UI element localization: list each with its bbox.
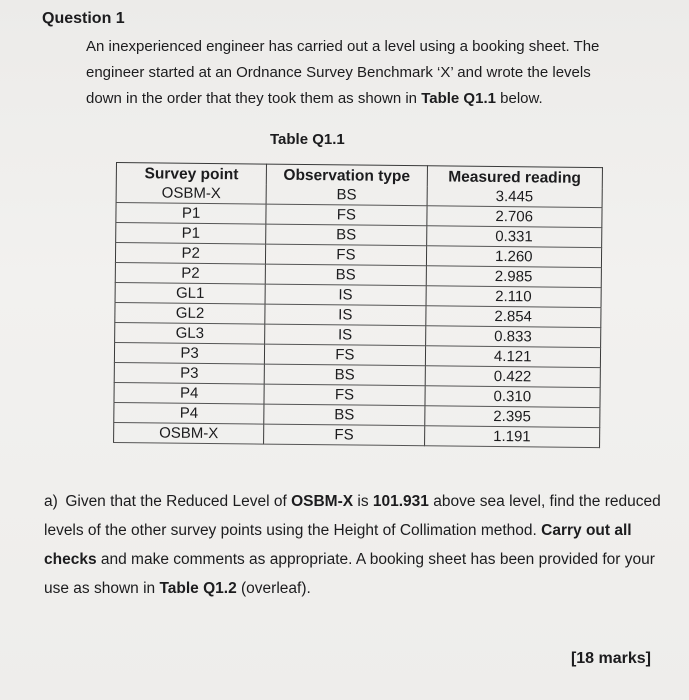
part-a-label: a)	[44, 493, 58, 510]
part-a-question: a) Given that the Reduced Level of OSBM-X is 101.931 above sea level, find the reduced levels of the other survey points using the Height of Collimation method. Carry out all checks and make comments as appropriate. A booking sheet has been provided for your use as shown in Table Q1.2 (overleaf).	[44, 487, 664, 603]
cell-observation-type: IS	[265, 304, 426, 326]
header-survey-point: Survey point	[116, 163, 266, 185]
cell-measured-reading: 2.706	[426, 206, 602, 228]
table-row	[114, 422, 600, 447]
cell-survey-point: P3	[114, 342, 264, 364]
intro-line: down in the order that they took them as shown in Table Q1.1 below.	[86, 90, 543, 107]
header-observation-type: Observation type	[267, 164, 428, 186]
cell-observation-type: BS	[264, 364, 425, 386]
marks-label: [18 marks]	[570, 650, 651, 667]
cell-measured-reading: 2.854	[425, 306, 601, 328]
cell-measured-reading: 1.260	[426, 246, 602, 268]
cell-survey-point: OSBM-X	[116, 183, 266, 204]
cell-survey-point: P2	[115, 243, 265, 265]
cell-survey-point: P4	[114, 402, 264, 424]
cell-measured-reading: 0.422	[425, 366, 601, 388]
table-reference: Table Q1.1	[421, 90, 496, 107]
cell-measured-reading: 3.445	[427, 186, 603, 207]
cell-observation-type: FS	[264, 384, 425, 406]
cell-survey-point: P3	[114, 362, 264, 384]
cell-survey-point: P4	[114, 382, 264, 404]
table-body	[114, 183, 603, 448]
cell-measured-reading: 0.310	[425, 386, 601, 408]
cell-measured-reading: 0.833	[425, 326, 601, 348]
cell-measured-reading: 2.110	[426, 286, 602, 308]
intro-paragraph	[86, 34, 646, 112]
cell-measured-reading: 1.191	[424, 426, 600, 448]
intro-line: An inexperienced engineer has carried out a level using a booking sheet. The	[86, 38, 600, 55]
cell-survey-point: GL3	[115, 322, 265, 344]
cell-observation-type: FS	[266, 244, 427, 266]
cell-measured-reading: 0.331	[426, 226, 602, 248]
cell-observation-type: BS	[264, 404, 425, 426]
question-heading: Question 1	[42, 10, 125, 27]
cell-survey-point: GL2	[115, 302, 265, 324]
cell-survey-point: P1	[116, 223, 266, 245]
cell-survey-point: OSBM-X	[114, 422, 264, 444]
levelling-table	[113, 162, 603, 448]
cell-measured-reading: 4.121	[425, 346, 601, 368]
cell-observation-type: IS	[265, 284, 426, 306]
cell-measured-reading: 2.985	[426, 266, 602, 288]
header-measured-reading: Measured reading	[427, 166, 603, 188]
cell-observation-type: BS	[265, 264, 426, 286]
cell-survey-point: GL1	[115, 282, 265, 304]
cell-survey-point: P2	[115, 262, 265, 284]
cell-observation-type: IS	[265, 324, 426, 346]
cell-survey-point: P1	[116, 203, 266, 225]
cell-observation-type: BS	[266, 185, 427, 206]
intro-line: engineer started at an Ordnance Survey Benchmark ‘X’ and wrote the levels	[86, 64, 591, 81]
cell-observation-type: FS	[265, 344, 426, 366]
table-caption: Table Q1.1	[270, 131, 345, 148]
cell-observation-type: BS	[266, 224, 427, 246]
cell-observation-type: FS	[264, 424, 425, 446]
cell-observation-type: FS	[266, 204, 427, 226]
cell-measured-reading: 2.395	[424, 406, 600, 428]
